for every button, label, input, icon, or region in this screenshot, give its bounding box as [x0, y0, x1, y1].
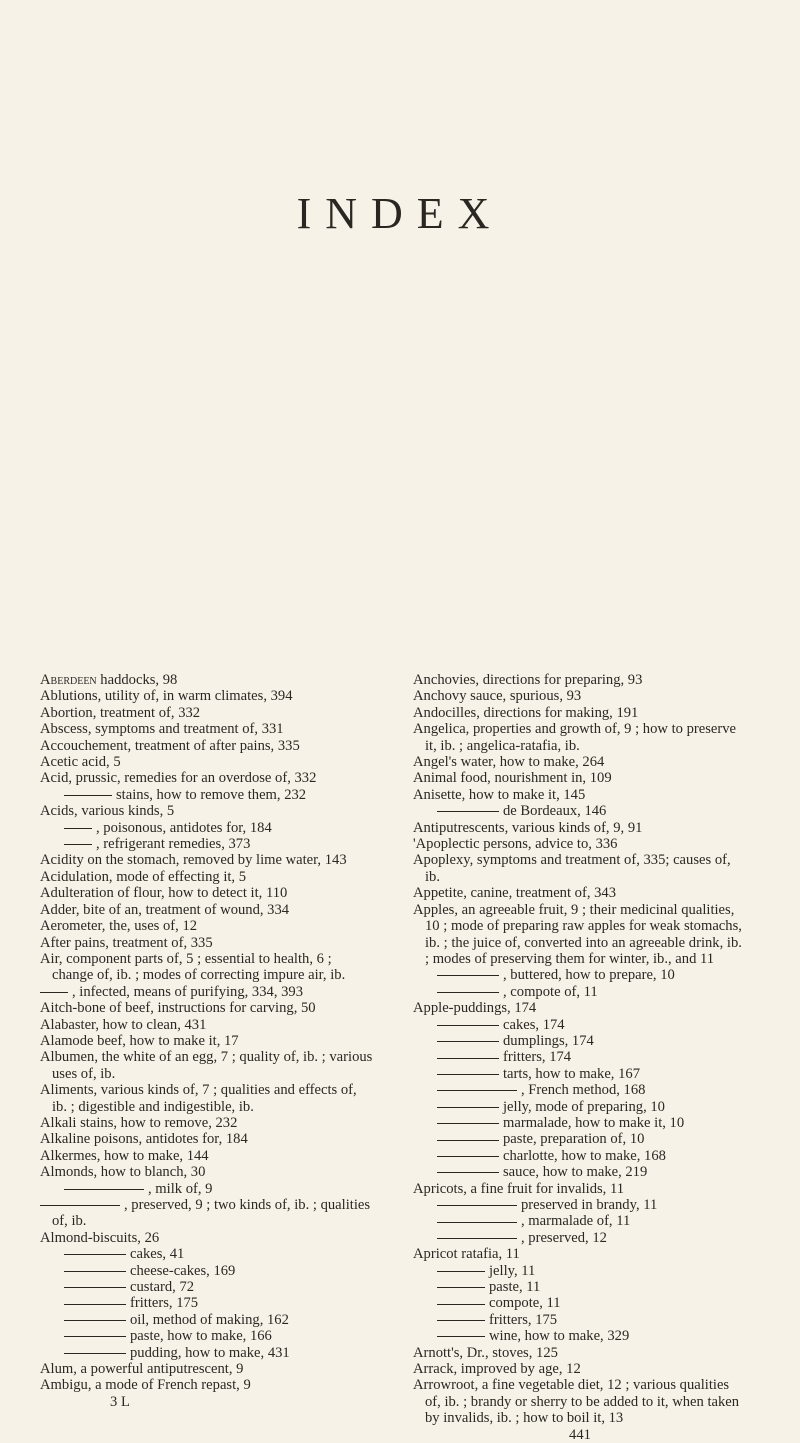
- index-entry: [413, 1230, 747, 1246]
- ditto-rule: [437, 1336, 485, 1337]
- index-entry: [40, 1017, 374, 1033]
- index-entry: [413, 852, 747, 885]
- index-entry: [413, 1099, 747, 1115]
- ditto-rule: [437, 1123, 499, 1124]
- entry-text: , poisonous, antidotes for, 184: [96, 819, 272, 836]
- ditto-rule: [437, 1107, 499, 1108]
- index-entry: [40, 803, 374, 819]
- index-entry: [40, 1164, 374, 1180]
- entry-text: Appetite, canine, treatment of, 343: [413, 885, 617, 902]
- entry-text: Aliments, various kinds of, 7 ; qualities and effects of, ib. ; digestible and indigestible, ib.: [40, 1082, 357, 1115]
- ditto-rule: [437, 975, 499, 976]
- ditto-rule: [64, 1287, 126, 1288]
- ditto-rule: [437, 1222, 517, 1223]
- ditto-rule: [437, 1074, 499, 1075]
- index-entry: [40, 1263, 374, 1279]
- entry-text: Acids, various kinds, 5: [40, 803, 175, 820]
- entry-text: Apricot ratafia, 11: [413, 1246, 520, 1263]
- index-entry: [413, 1131, 747, 1147]
- index-entry: [40, 1131, 374, 1147]
- entry-text: Apple-puddings, 174: [413, 1000, 537, 1017]
- entry-text: compote, 11: [489, 1295, 561, 1312]
- index-entry: [413, 1246, 747, 1262]
- entry-text: pudding, how to make, 431: [130, 1344, 290, 1361]
- entry-text: Andocilles, directions for making, 191: [413, 704, 639, 721]
- index-column-left: [40, 672, 374, 1410]
- index-entry: [413, 885, 747, 901]
- entry-text: Adder, bite of an, treatment of wound, 334: [40, 901, 290, 918]
- ditto-rule: [437, 811, 499, 812]
- entry-text: de Bordeaux, 146: [503, 803, 607, 820]
- index-entry: [413, 820, 747, 836]
- index-entry: [40, 1033, 374, 1049]
- index-entry: [40, 1345, 374, 1361]
- entry-text: Alkermes, how to make, 144: [40, 1147, 209, 1164]
- ditto-rule: [64, 1271, 126, 1272]
- ditto-rule: [437, 1287, 485, 1288]
- index-entry: [413, 984, 747, 1000]
- index-entry: [40, 869, 374, 885]
- ditto-rule: [64, 1336, 126, 1337]
- index-entry: [413, 1263, 747, 1279]
- index-entry: [40, 1377, 374, 1393]
- ditto-rule: [40, 1205, 120, 1206]
- index-entry: [413, 1000, 747, 1016]
- ditto-rule: [437, 1058, 499, 1059]
- entry-text: cakes, 41: [130, 1246, 185, 1263]
- ditto-rule: [437, 1090, 517, 1091]
- index-entry: [40, 1181, 374, 1197]
- ditto-rule: [437, 1025, 499, 1026]
- entry-text: Apples, an agreeable fruit, 9 ; their medicinal qualities, 10 ; mode of preparing raw apples for weak stomachs, ib. ; the juice of, converted into an agreeable drink, ib. ; modes of preserving them for winter, ib., and 11: [413, 901, 742, 967]
- index-entry: [40, 1148, 374, 1164]
- entry-text: Alum, a powerful antiputrescent, 9: [40, 1361, 244, 1378]
- entry-text: Air, component parts of, 5 ; essential to health, 6 ; change of, ib. ; modes of correcting impure air, ib.: [40, 950, 346, 984]
- index-entry: [413, 1345, 747, 1361]
- index-entry: [413, 1033, 747, 1049]
- entry-text: fritters, 175: [489, 1311, 558, 1328]
- index-entry: [40, 1361, 374, 1377]
- index-entry: [413, 1328, 747, 1344]
- index-entry: [413, 754, 747, 770]
- index-entry: [413, 1279, 747, 1295]
- entry-text: , preserved, 9 ; two kinds of, ib. ; qualities of, ib.: [52, 1197, 371, 1230]
- index-entry: [413, 836, 747, 852]
- index-entry: [40, 1049, 374, 1082]
- index-entry: [413, 1181, 747, 1197]
- index-entry: [40, 951, 374, 984]
- index-entry: [40, 754, 374, 770]
- entry-text: 'Apoplectic persons, advice to, 336: [413, 836, 618, 853]
- ditto-rule: [437, 1205, 517, 1206]
- ditto-rule: [437, 1320, 485, 1321]
- entry-text: , refrigerant remedies, 373: [96, 836, 251, 853]
- ditto-rule: [40, 992, 68, 993]
- entry-text: Arrack, improved by age, 12: [413, 1361, 581, 1378]
- index-entry: [413, 1377, 747, 1426]
- ditto-rule: [64, 1189, 144, 1190]
- ditto-rule: [437, 1140, 499, 1141]
- index-entry: [413, 770, 747, 786]
- entry-text: marmalade, how to make it, 10: [503, 1114, 685, 1131]
- index-entry: [413, 1049, 747, 1065]
- index-entry: [40, 935, 374, 951]
- entry-text: cakes, 174: [503, 1016, 565, 1033]
- index-entry: [40, 1000, 374, 1016]
- entry-text: Acidity on the stomach, removed by lime water, 143: [40, 852, 347, 869]
- index-entry: [413, 1213, 747, 1229]
- index-entry: [40, 1246, 374, 1262]
- index-entry: [413, 1017, 747, 1033]
- index-entry: [413, 721, 747, 754]
- entry-text: Ambigu, a mode of French repast, 9: [40, 1377, 251, 1394]
- index-entry: [413, 1164, 747, 1180]
- index-entry: [40, 984, 374, 1000]
- entry-text: , compote of, 11: [503, 983, 598, 1000]
- index-entry: [40, 852, 374, 868]
- entry-text: , preserved, 12: [521, 1229, 607, 1246]
- ditto-rule: [64, 1320, 126, 1321]
- index-entry: [413, 1295, 747, 1311]
- entry-text: Arnott's, Dr., stoves, 125: [413, 1344, 558, 1361]
- index-entry: [40, 902, 374, 918]
- entry-text: Abscess, symptoms and treatment of, 331: [40, 721, 284, 738]
- entry-text: , infected, means of purifying, 334, 393: [72, 983, 304, 1000]
- entry-text: Acid, prussic, remedies for an overdose of, 332: [40, 770, 317, 787]
- index-entry: [40, 1197, 374, 1230]
- index-entry: [40, 1295, 374, 1311]
- ditto-rule: [437, 1304, 485, 1305]
- entry-text: Alamode beef, how to make it, 17: [40, 1032, 239, 1049]
- entry-text: cheese-cakes, 169: [130, 1262, 236, 1279]
- entry-text: Anchovies, directions for preparing, 93: [413, 672, 643, 688]
- entry-text: Alabaster, how to clean, 431: [40, 1016, 207, 1033]
- entry-text: Apoplexy, symptoms and treatment of, 335; causes of, ib.: [413, 852, 731, 885]
- entry-text: Apricots, a fine fruit for invalids, 11: [413, 1180, 625, 1197]
- entry-text: fritters, 175: [130, 1295, 199, 1312]
- entry-text: , milk of, 9: [148, 1180, 213, 1197]
- index-entry: [413, 1312, 747, 1328]
- entry-text: haddocks, 98: [96, 672, 178, 688]
- index-entry: [40, 1279, 374, 1295]
- index-entry: [413, 1148, 747, 1164]
- entry-text: jelly, mode of preparing, 10: [503, 1098, 665, 1115]
- entry-text: Almond-biscuits, 26: [40, 1229, 160, 1246]
- index-entry: [40, 1328, 374, 1344]
- entry-text: Aitch-bone of beef, instructions for carving, 50: [40, 1000, 316, 1017]
- entry-text: preserved in brandy, 11: [521, 1197, 658, 1213]
- index-entry: [40, 738, 374, 754]
- entry-text: stains, how to remove them, 232: [116, 786, 307, 803]
- entry-text: charlotte, how to make, 168: [503, 1147, 666, 1164]
- index-entry: [40, 836, 374, 852]
- index-entry: [413, 1361, 747, 1377]
- entry-text: paste, preparation of, 10: [503, 1131, 645, 1148]
- index-entry: [40, 1230, 374, 1246]
- entry-text: Almonds, how to blanch, 30: [40, 1164, 206, 1181]
- entry-text: Antiputrescents, various kinds of, 9, 91: [413, 819, 643, 836]
- index-entry: [40, 721, 374, 737]
- entry-text: Anchovy sauce, spurious, 93: [413, 688, 582, 705]
- index-entry: [40, 770, 374, 786]
- ditto-rule: [64, 828, 92, 829]
- ditto-rule: [64, 1304, 126, 1305]
- index-entry: [413, 1082, 747, 1098]
- index-entry: [40, 705, 374, 721]
- entry-text: Albumen, the white of an egg, 7 ; quality of, ib. ; various uses of, ib.: [40, 1049, 373, 1082]
- index-entry: [413, 688, 747, 704]
- entry-text: sauce, how to make, 219: [503, 1164, 648, 1181]
- index-entry: [40, 1115, 374, 1131]
- entry-text: , French method, 168: [521, 1082, 646, 1099]
- entry-text: Angel's water, how to make, 264: [413, 754, 605, 771]
- index-entry: [40, 1312, 374, 1328]
- index-entry: [413, 1066, 747, 1082]
- index-entry: [413, 705, 747, 721]
- entry-text: tarts, how to make, 167: [503, 1065, 640, 1082]
- entry-text: paste, how to make, 166: [130, 1328, 272, 1345]
- signature-mark: 3 L: [110, 1393, 130, 1410]
- entry-text: Anisette, how to make it, 145: [413, 786, 586, 803]
- index-entry: [413, 672, 747, 688]
- entry-text: Animal food, nourishment in, 109: [413, 770, 612, 787]
- entry-text: wine, how to make, 329: [489, 1328, 630, 1345]
- ditto-rule: [64, 844, 92, 845]
- entry-text: After pains, treatment of, 335: [40, 934, 213, 951]
- index-entry: [40, 918, 374, 934]
- ditto-rule: [437, 1156, 499, 1157]
- entry-text: Acetic acid, 5: [40, 754, 121, 771]
- entry-text: fritters, 174: [503, 1049, 572, 1066]
- entry-text: Angelica, properties and growth of, 9 ; how to preserve it, ib. ; angelica-ratafia, ib.: [413, 721, 736, 754]
- ditto-rule: [437, 1172, 499, 1173]
- index-entry: [413, 803, 747, 819]
- index-entry: [413, 1197, 747, 1213]
- ditto-rule: [437, 1238, 517, 1239]
- index-entry: [413, 902, 747, 968]
- index-entry: [40, 885, 374, 901]
- entry-text: dumplings, 174: [503, 1032, 594, 1049]
- entry-text: jelly, 11: [489, 1262, 536, 1279]
- page-number: 441: [569, 1426, 591, 1443]
- page-title: INDEX: [296, 189, 504, 238]
- entry-text: , marmalade of, 11: [521, 1213, 631, 1230]
- entry-text: Arrowroot, a fine vegetable diet, 12 ; various qualities of, ib. ; brandy or sherry to be added to it, when taken by invalids, ib. ; how to boil it, 13: [413, 1377, 740, 1427]
- entry-text: Aerometer, the, uses of, 12: [40, 918, 198, 935]
- entry-lead-word: Aberdeen: [40, 672, 97, 688]
- entry-text: Ablutions, utility of, in warm climates, 394: [40, 688, 293, 705]
- index-entry: [40, 820, 374, 836]
- entry-text: paste, 11: [489, 1279, 541, 1296]
- index-column-right: [413, 672, 747, 1443]
- index-entry: [413, 967, 747, 983]
- index-entry: [40, 688, 374, 704]
- index-entry: [413, 1115, 747, 1131]
- ditto-rule: [64, 1353, 126, 1354]
- ditto-rule: [64, 1254, 126, 1255]
- entry-text: Acidulation, mode of effecting it, 5: [40, 868, 247, 885]
- index-entry: [40, 672, 374, 688]
- entry-text: custard, 72: [130, 1279, 195, 1296]
- entry-text: Abortion, treatment of, 332: [40, 704, 201, 721]
- entry-text: Alkali stains, how to remove, 232: [40, 1114, 238, 1131]
- entry-text: Adulteration of flour, how to detect it, 110: [40, 885, 288, 902]
- index-entry: [40, 1082, 374, 1115]
- entry-text: , buttered, how to prepare, 10: [503, 967, 675, 984]
- ditto-rule: [437, 992, 499, 993]
- ditto-rule: [437, 1271, 485, 1272]
- index-entry: [413, 787, 747, 803]
- index-entry: [40, 787, 374, 803]
- ditto-rule: [437, 1041, 499, 1042]
- ditto-rule: [64, 795, 112, 796]
- entry-text: Accouchement, treatment of after pains, 335: [40, 737, 300, 754]
- entry-text: oil, method of making, 162: [130, 1311, 289, 1328]
- entry-text: Alkaline poisons, antidotes for, 184: [40, 1131, 248, 1148]
